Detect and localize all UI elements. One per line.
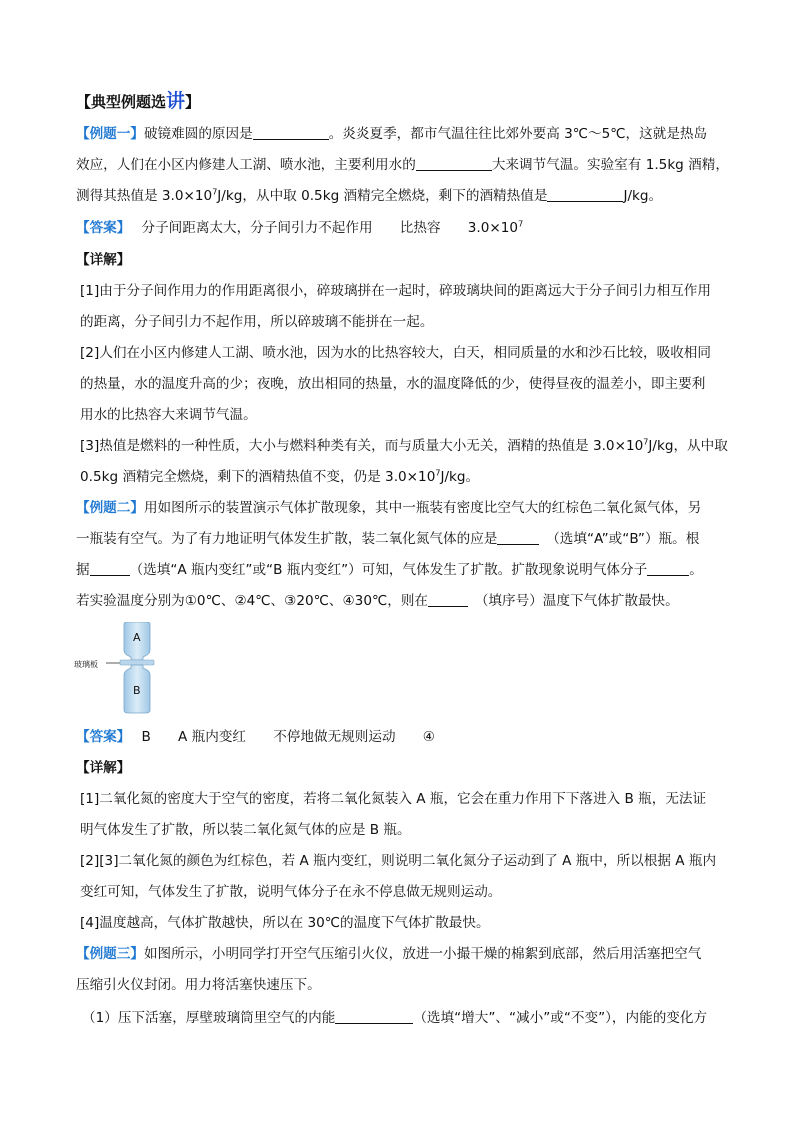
ex2-detail-line-2: 明气体发生了扩散，所以装二氧化氮气体的应是 B 瓶。 <box>80 822 411 838</box>
ex3-blank-1 <box>335 1009 413 1024</box>
bottle-b-label: B <box>133 684 141 697</box>
ex2-question-line-2: 一瓶装有空气。为了有力地证明气体发生扩散，装二氧化氮气体的应是 （选填“A”或“B”）瓶。根 <box>76 531 700 547</box>
ex2-detail-line-4: 变红可知，气体发生了扩散，说明气体分子在永不停息做无规则运动。 <box>80 884 502 900</box>
ex3-question-line-1: 【例题三】如图所示，小明同学打开空气压缩引火仪，放进一小撮干燥的棉絮到底部，然后用活塞把空气 <box>76 946 702 962</box>
ex3-tag: 【例题三】 <box>76 946 144 962</box>
ex1-detail-line-6: [3]热值是燃料的一种性质，大小与燃料种类有关，而与质量大小无关，酒精的热值是 $3.0\times 10^7J/kg$，从中取 <box>80 437 728 454</box>
ex2-tag: 【例题二】 <box>76 500 144 516</box>
ex2-detail-line-5: [4]温度越高，气体扩散越快，所以在 30℃的温度下气体扩散最快。 <box>80 915 490 931</box>
bottle-a-label: A <box>133 631 141 644</box>
ex3-question-line-3: （1）压下活塞，厚壁玻璃筒里空气的内能 （选填“增大”、“减小”或“不变”），内能的变化方 <box>82 1010 708 1026</box>
ex2-blank-3 <box>647 561 689 576</box>
ex1-detail-tag: 【详解】 <box>76 252 131 268</box>
ex2-question-line-3: 据 （选填“A 瓶内变红”或“B 瓶内变红”）可知，气体发生了扩散。扩散现象说明气体分子 。 <box>76 562 703 578</box>
ex2-blank-1 <box>497 530 539 545</box>
ex1-blank-2 <box>416 156 492 171</box>
ex1-detail-line-2: 的距离，分子间引力不起作用，所以碎玻璃不能拼在一起。 <box>80 314 434 330</box>
ex1-detail-line-3: [2]人们在小区内修建人工湖、喷水池，因为水的比热容较大，白天，相同质量的水和沙石比较，吸收相同 <box>80 345 711 361</box>
ex1-blank-3 <box>547 187 623 202</box>
ex2-question-line-1: 【例题二】用如图所示的装置演示气体扩散现象，其中一瓶装有密度比空气大的红棕色二氧化氮气体，另 <box>76 500 702 516</box>
ex1-question-line-3: 测得其热值是 $3.0\times 10^7J/kg$，从中取 0.5kg 酒精完全燃烧，剩下的酒精热值是 J/kg。 <box>76 187 663 204</box>
ex2-answer: 【答案】 B A 瓶内变红 不停地做无规则运动 ④ <box>76 729 435 745</box>
section-title: 【典型例题选讲】 <box>76 90 201 112</box>
ex1-detail-line-7: 0.5kg 酒精完全燃烧，剩下的酒精热值不变，仍是 $3.0\times 10^7J/kg$。 <box>80 468 480 485</box>
ex2-detail-line-1: [1]二氧化氮的密度大于空气的密度，若将二氧化氮装入 A 瓶，它会在重力作用下下落进入 B 瓶，无法证 <box>80 791 707 807</box>
ex2-detail-line-3: [2][3]二氧化氮的颜色为红棕色，若 A 瓶内变红，则说明二氧化氮分子运动到了 A 瓶中，所以根据 A 瓶内 <box>80 853 717 869</box>
ex1-question-line-1: 【例题一】破镜难圆的原因是 。炎炎夏季，都市气温往往比郊外要高 3℃～5℃，这就是热岛 <box>76 126 708 142</box>
diffusion-bottles-figure <box>74 622 194 714</box>
ex2-blank-4 <box>428 592 468 607</box>
ex1-detail-line-4: 的热量，水的温度升高的少；夜晚，放出相同的热量，水的温度降低的少，使得昼夜的温差小，即主要利 <box>80 376 706 392</box>
ex1-detail-line-1: [1]由于分子间作用力的作用距离很小，碎玻璃拼在一起时，碎玻璃块间的距离远大于分子间引力相互作用 <box>80 283 711 299</box>
ex2-blank-2 <box>90 561 130 576</box>
ex2-detail-tag: 【详解】 <box>76 760 131 776</box>
ex2-question-line-4: 若实验温度分别为①0℃、②4℃、③20℃、④30℃，则在 （填序号）温度下气体扩散最快。 <box>76 593 679 609</box>
ex3-question-line-2: 压缩引火仪封闭。用力将活塞快速压下。 <box>76 977 321 993</box>
ex1-question-line-2: 效应，人们在小区内修建人工湖、喷水池，主要利用水的 大来调节气温。实验室有 1.5kg 酒精， <box>76 157 729 173</box>
ex1-blank-1 <box>253 125 329 140</box>
ex2-answer-tag: 【答案】 <box>76 729 124 745</box>
ex1-answer: 【答案】 分子间距离太大，分子间引力不起作用 比热容 $3.0\times 10^7$ <box>76 219 524 236</box>
ex1-answer-tag: 【答案】 <box>76 220 124 236</box>
glass-plate <box>120 660 154 665</box>
ex1-tag: 【例题一】 <box>76 126 144 142</box>
glass-plate-label: 玻璃板 <box>74 660 98 669</box>
ex1-detail-line-5: 用水的比热容大来调节气温。 <box>80 407 257 423</box>
